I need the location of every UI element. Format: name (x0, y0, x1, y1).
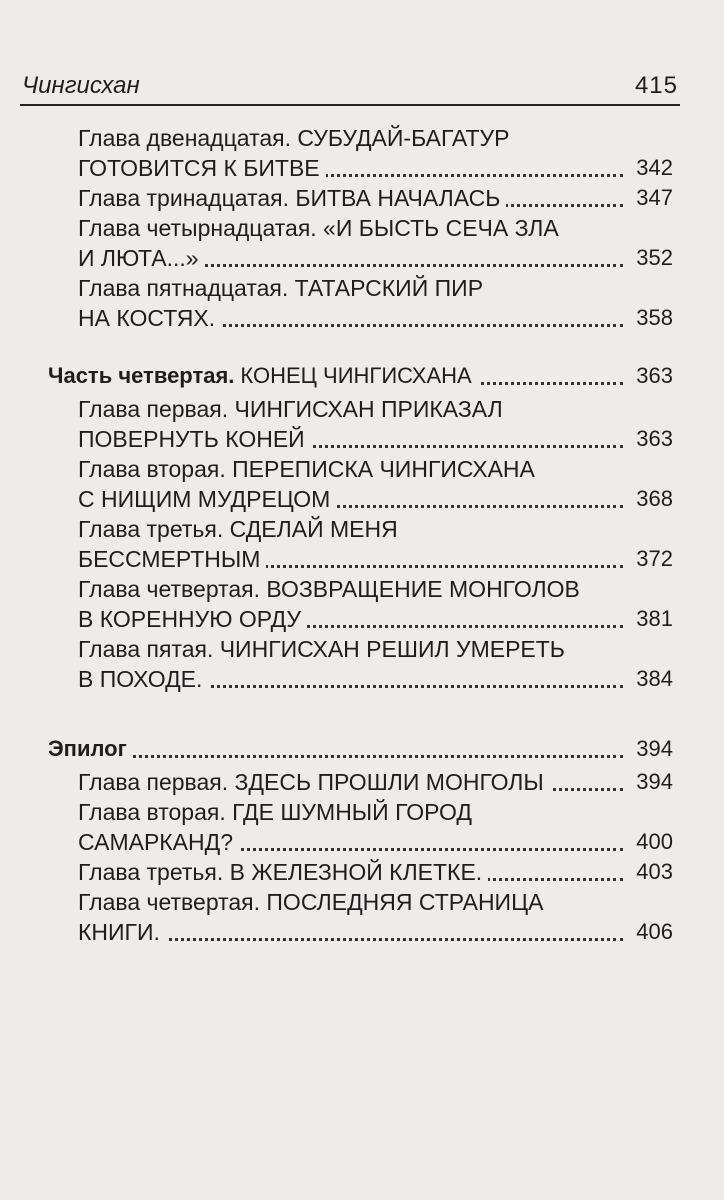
toc-part (0, 123, 724, 333)
chapter-page-number: 394 (630, 767, 673, 797)
chapter-page-number: 352 (630, 243, 673, 273)
chapter-title-line: И ЛЮТА...» (78, 245, 205, 271)
chapter-title-line: С НИЩИМ МУДРЕЦОМ (78, 486, 336, 512)
chapter-entry (78, 183, 673, 213)
chapter-leader-row (78, 424, 673, 454)
chapter-entry (78, 574, 673, 634)
chapter-leader-row (78, 544, 673, 574)
chapter-list (0, 767, 724, 947)
page-header (20, 68, 680, 106)
chapter-title-line: В ПОХОДЕ. (78, 666, 208, 692)
chapter-leader-row (78, 767, 673, 797)
chapter-title-line: САМАРКАНД? (78, 829, 239, 855)
part-heading-text (48, 736, 133, 761)
chapter-page-number: 381 (630, 604, 673, 634)
chapter-title-line: Глава четырнадцатая. «И БЫСТЬ СЕЧА ЗЛА (78, 215, 559, 241)
chapter-page-number: 403 (630, 857, 673, 887)
chapter-title-line: ПОВЕРНУТЬ КОНЕЙ (78, 426, 311, 452)
part-page-number: 363 (630, 361, 673, 391)
part-heading (48, 734, 673, 764)
chapter-entry (78, 514, 673, 574)
chapter-leader-row (78, 183, 673, 213)
chapter-entry (78, 634, 673, 694)
chapter-title-line: Глава тринадцатая. БИТВА НАЧАЛАСЬ (78, 185, 506, 211)
chapter-entry (78, 857, 673, 887)
chapter-title-line: Глава первая. ЧИНГИСХАН ПРИКАЗАЛ (78, 396, 503, 422)
chapter-leader-row (78, 153, 673, 183)
chapter-title-line: Глава пятнадцатая. ТАТАРСКИЙ ПИР (78, 275, 484, 301)
chapter-entry (78, 394, 673, 454)
chapter-page-number: 363 (630, 424, 673, 454)
toc-part (0, 734, 724, 947)
chapter-title-line: Глава пятая. ЧИНГИСХАН РЕШИЛ УМЕРЕТЬ (78, 636, 565, 662)
chapter-leader-row (78, 243, 673, 273)
toc-part (0, 361, 724, 694)
chapter-entry (78, 213, 673, 273)
chapter-leader-row (78, 857, 673, 887)
chapter-leader-row (78, 303, 673, 333)
part-label: Эпилог (48, 736, 127, 761)
chapter-title-line: Глава четвертая. ВОЗВРАЩЕНИЕ МОНГОЛОВ (78, 576, 580, 602)
running-title: Чингисхан (22, 72, 140, 99)
chapter-entry (78, 123, 673, 183)
chapter-title-line: КНИГИ. (78, 919, 166, 945)
page-number: 415 (634, 72, 678, 99)
chapter-list (0, 394, 724, 694)
chapter-page-number: 406 (630, 917, 673, 947)
chapter-title-line: ГОТОВИТСЯ К БИТВЕ (78, 155, 326, 181)
chapter-title-line: Глава третья. В ЖЕЛЕЗНОЙ КЛЕТКЕ. (78, 859, 488, 885)
chapter-title-line: Глава вторая. ГДЕ ШУМНЫЙ ГОРОД (78, 799, 472, 825)
part-label: Часть четвертая. (48, 363, 235, 388)
chapter-title-line: Глава четвертая. ПОСЛЕДНЯЯ СТРАНИЦА (78, 889, 544, 915)
chapter-leader-row (78, 827, 673, 857)
chapter-page-number: 368 (630, 484, 673, 514)
chapter-leader-row (78, 484, 673, 514)
chapter-leader-row (78, 604, 673, 634)
chapter-page-number: 384 (630, 664, 673, 694)
chapter-leader-row (78, 917, 673, 947)
chapter-entry (78, 887, 673, 947)
chapter-entry (78, 797, 673, 857)
chapter-page-number: 347 (630, 183, 673, 213)
chapter-title-line: Глава двенадцатая. СУБУДАЙ-БАГАТУР (78, 125, 510, 151)
chapter-title-line: НА КОСТЯХ. (78, 305, 221, 331)
dot-leader (48, 755, 623, 758)
chapter-entry (78, 767, 673, 797)
chapter-title-line: БЕССМЕРТНЫМ (78, 546, 266, 572)
part-heading-text (48, 363, 478, 388)
chapter-page-number: 372 (630, 544, 673, 574)
chapter-list (0, 123, 724, 333)
part-heading (48, 361, 673, 391)
chapter-title-line: Глава вторая. ПЕРЕПИСКА ЧИНГИСХАНА (78, 456, 535, 482)
table-of-contents (0, 120, 724, 961)
chapter-page-number: 400 (630, 827, 673, 857)
chapter-title-line: Глава третья. СДЕЛАЙ МЕНЯ (78, 516, 398, 542)
chapter-page-number: 342 (630, 153, 673, 183)
chapter-entry (78, 273, 673, 333)
chapter-title-line: В КОРЕННУЮ ОРДУ (78, 606, 307, 632)
part-name: КОНЕЦ ЧИНГИСХАНА (240, 363, 472, 388)
chapter-entry (78, 454, 673, 514)
part-page-number: 394 (630, 734, 673, 764)
chapter-leader-row (78, 664, 673, 694)
chapter-title-line: Глава первая. ЗДЕСЬ ПРОШЛИ МОНГОЛЫ (78, 769, 550, 795)
chapter-page-number: 358 (630, 303, 673, 333)
